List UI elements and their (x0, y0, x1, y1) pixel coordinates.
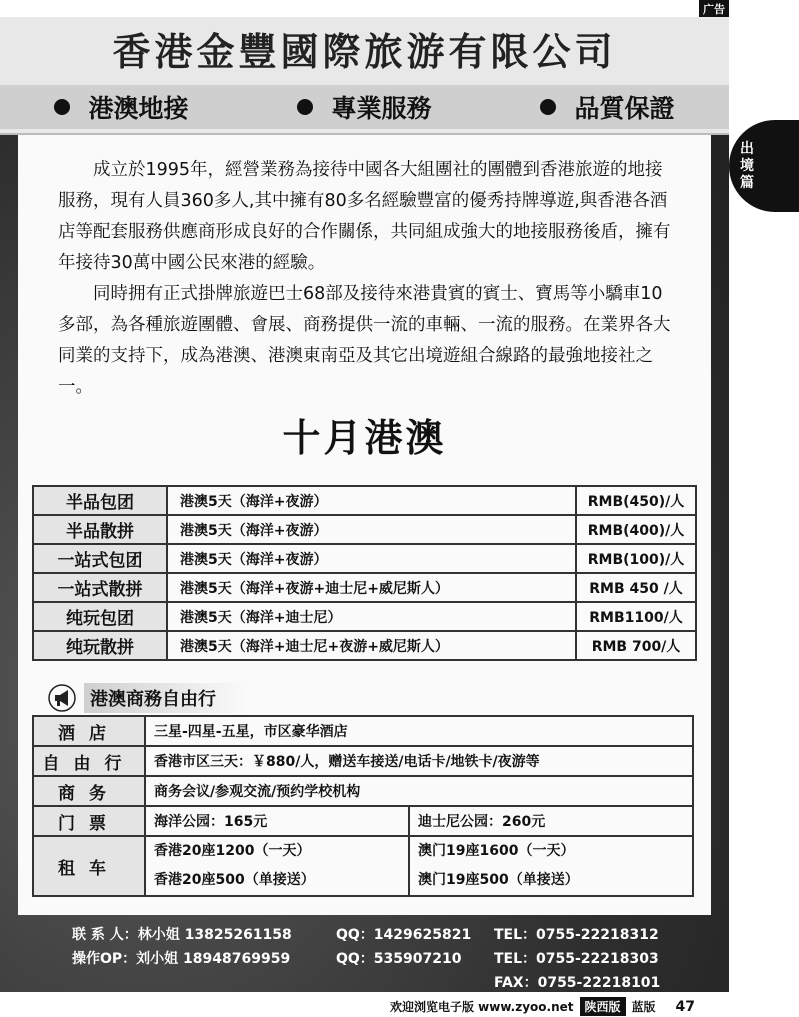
table-row (33, 631, 696, 660)
row-label: 商务 (33, 776, 145, 806)
package-name: 半品散拼 (33, 515, 167, 544)
row-label: 租车 (33, 836, 145, 896)
tag-item (54, 89, 188, 125)
package-price: RMB 700/人 (576, 631, 696, 660)
bullet-icon (540, 99, 556, 115)
row-value: 香港市区三天：￥880/人，赠送车接送/电话卡/地铁卡/夜游等 (145, 746, 693, 776)
table-row (33, 515, 696, 544)
table-row (33, 776, 693, 806)
row-value (409, 836, 693, 896)
package-price: RMB 450 /人 (576, 573, 696, 602)
intro-paragraph: 成立於1995年，經營業務為接待中國各大組團社的團體到香港旅遊的地接服務，現有人員360多人,其中擁有80多名經驗豐富的優秀持牌導遊,與香港各酒店等配套服務供應商形成良好的合作關係，共同組成強大的地接服務後盾，擁有年接待30萬中國公民來港的經驗。 (58, 160, 671, 273)
package-route: 港澳5天（海洋+夜游+迪士尼+威尼斯人） (167, 573, 576, 602)
row-value (145, 836, 409, 896)
table-row (33, 746, 693, 776)
section-title (48, 683, 246, 713)
package-route: 港澳5天（海洋+迪士尼） (167, 602, 576, 631)
megaphone-icon (48, 684, 80, 712)
contact-fax: FAX：0755-22218101 (494, 975, 661, 991)
table-row (33, 602, 696, 631)
row-value: 海洋公园：165元 (145, 806, 409, 836)
tag-item (540, 89, 674, 125)
bullet-icon (54, 99, 70, 115)
row-value: 迪士尼公园：260元 (409, 806, 693, 836)
section-title-text: 港澳商務自由行 (84, 683, 246, 713)
table-row (33, 544, 696, 573)
tag-label: 專業服務 (331, 94, 432, 123)
table-row (33, 716, 693, 746)
table-row (33, 486, 696, 515)
advert-frame (0, 17, 729, 992)
package-name: 一站式包团 (33, 544, 167, 573)
contact-block (0, 917, 729, 992)
package-route: 港澳5天（海洋+夜游） (167, 486, 576, 515)
page-number: 47 (675, 998, 696, 1015)
bullet-icon (297, 99, 313, 115)
company-name: 香港金豐國際旅游有限公司 (112, 30, 617, 74)
tag-label: 品質保證 (574, 94, 675, 123)
package-price: RMB(100)/人 (576, 544, 696, 573)
tag-label: 港澳地接 (88, 94, 189, 123)
contact-tel: TEL：0755-22218312 (494, 927, 659, 943)
table-row (33, 806, 693, 836)
package-route: 港澳5天（海洋+迪士尼+夜游+威尼斯人） (167, 631, 576, 660)
promo-title: 十月港澳 (282, 416, 447, 460)
page-footer (390, 997, 695, 1016)
intro-paragraph: 同時拥有正式掛牌旅遊巴士68部及接待來港貴賓的賓士、寶馬等小驕車10多部，為各種旅遊團體、會展、商務提供一流的車輛、一流的服務。在業界各大同業的支持下，成為港澳、港澳東南亞及其它出境遊組合線路的最強地接社之一。 (58, 284, 671, 397)
contact-qq: QQ：1429625821 (336, 927, 472, 943)
contact-qq: QQ：535907210 (336, 951, 462, 967)
tag-row (0, 85, 729, 129)
header (0, 17, 729, 135)
package-price: RMB1100/人 (576, 602, 696, 631)
intro-text (58, 155, 678, 403)
edition-badge: 陕西版 (580, 997, 626, 1016)
row-label: 自由行 (33, 746, 145, 776)
package-price: RMB(400)/人 (576, 515, 696, 544)
tag-item (297, 89, 431, 125)
package-name: 纯玩散拼 (33, 631, 167, 660)
package-name: 纯玩包团 (33, 602, 167, 631)
row-label: 门票 (33, 806, 145, 836)
table-row (33, 836, 693, 896)
section-tab-label: 出境篇 (740, 141, 754, 191)
car-option: 香港20座1200（一天） (154, 843, 311, 859)
contact-person: 联 系 人：林小姐 13825261158 (72, 927, 292, 943)
version-label: 蓝版 (631, 1000, 656, 1014)
package-table (32, 485, 697, 661)
package-route: 港澳5天（海洋+夜游） (167, 544, 576, 573)
row-value: 三星-四星-五星，市区豪华酒店 (145, 716, 693, 746)
package-route: 港澳5天（海洋+夜游） (167, 515, 576, 544)
contact-person: 操作OP：刘小姐 18948769959 (72, 951, 291, 967)
content-panel (18, 135, 711, 915)
business-table (32, 715, 694, 897)
package-price: RMB(450)/人 (576, 486, 696, 515)
package-name: 半品包团 (33, 486, 167, 515)
contact-tel: TEL：0755-22218303 (494, 951, 659, 967)
car-option: 香港20座500（单接送） (154, 872, 315, 888)
car-option: 澳门19座500（单接送） (418, 872, 579, 888)
row-value: 商务会议/参观交流/预约学校机构 (145, 776, 693, 806)
row-label: 酒店 (33, 716, 145, 746)
footer-url: 欢迎浏览电子版 www.zyoo.net (390, 1000, 574, 1014)
package-name: 一站式散拼 (33, 573, 167, 602)
car-option: 澳门19座1600（一天） (418, 843, 575, 859)
table-row (33, 573, 696, 602)
ad-label: 广告 (699, 0, 729, 17)
